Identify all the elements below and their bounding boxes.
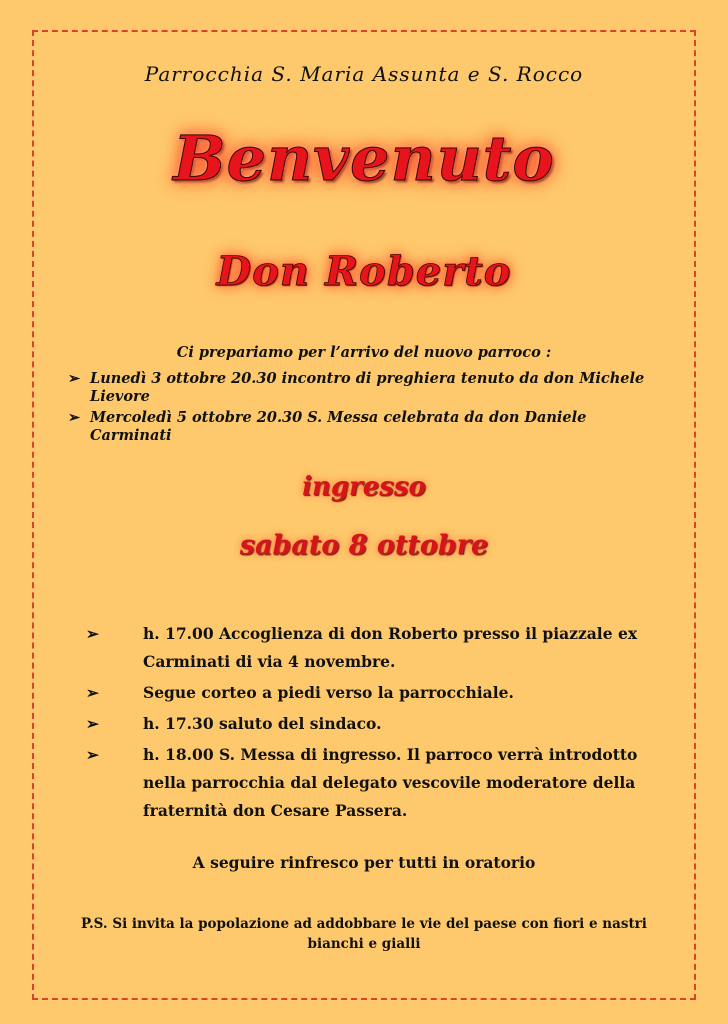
preparation-list [68,370,668,448]
arrow-bullet-icon: ➢ [86,745,99,764]
preparation-intro: Ci prepariamo per l’arrivo del nuovo parroco : [176,344,552,361]
priest-name: Don Roberto [216,248,512,295]
parish-name: Parrocchia S. Maria Assunta e S. Rocco [144,62,584,86]
program-item-text: Segue corteo a piedi verso la parrocchiale. [143,683,514,702]
list-item [68,409,668,445]
program-item-text: h. 17.30 saluto del sindaco. [143,714,382,733]
refreshment-note: A seguire rinfresco per tutti in oratorio [192,853,536,872]
arrow-bullet-icon: ➢ [86,624,99,643]
arrow-bullet-icon: ➢ [86,683,99,702]
postscript: P.S. Si invita la popolazione ad addobbare le vie del paese con fiori e nastri bianchi e gialli [81,916,647,952]
entry-label: ingresso [302,472,426,502]
list-item [86,679,676,707]
arrow-bullet-icon: ➢ [68,409,81,426]
program-item-text: h. 18.00 S. Messa di ingresso. Il parroco verrà introdotto nella parrocchia dal delegato vescovile moderatore della fraternità don Cesare Passera. [143,745,638,820]
list-item [68,370,668,406]
welcome-title: Benvenuto [173,122,555,195]
program-item-text: h. 17.00 Accoglienza di don Roberto presso il piazzale ex Carminati di via 4 novembre. [143,624,638,671]
list-item [86,620,676,676]
entry-date: sabato 8 ottobre [239,530,489,561]
preparation-item-text: Mercoledì 5 ottobre 20.30 S. Messa celebrata da don Daniele Carminati [90,409,587,444]
arrow-bullet-icon: ➢ [86,714,99,733]
preparation-item-text: Lunedì 3 ottobre 20.30 incontro di preghiera tenuto da don Michele Lievore [90,370,645,405]
list-item [86,710,676,738]
list-item [86,741,676,825]
program-list [86,620,676,828]
arrow-bullet-icon: ➢ [68,370,81,387]
